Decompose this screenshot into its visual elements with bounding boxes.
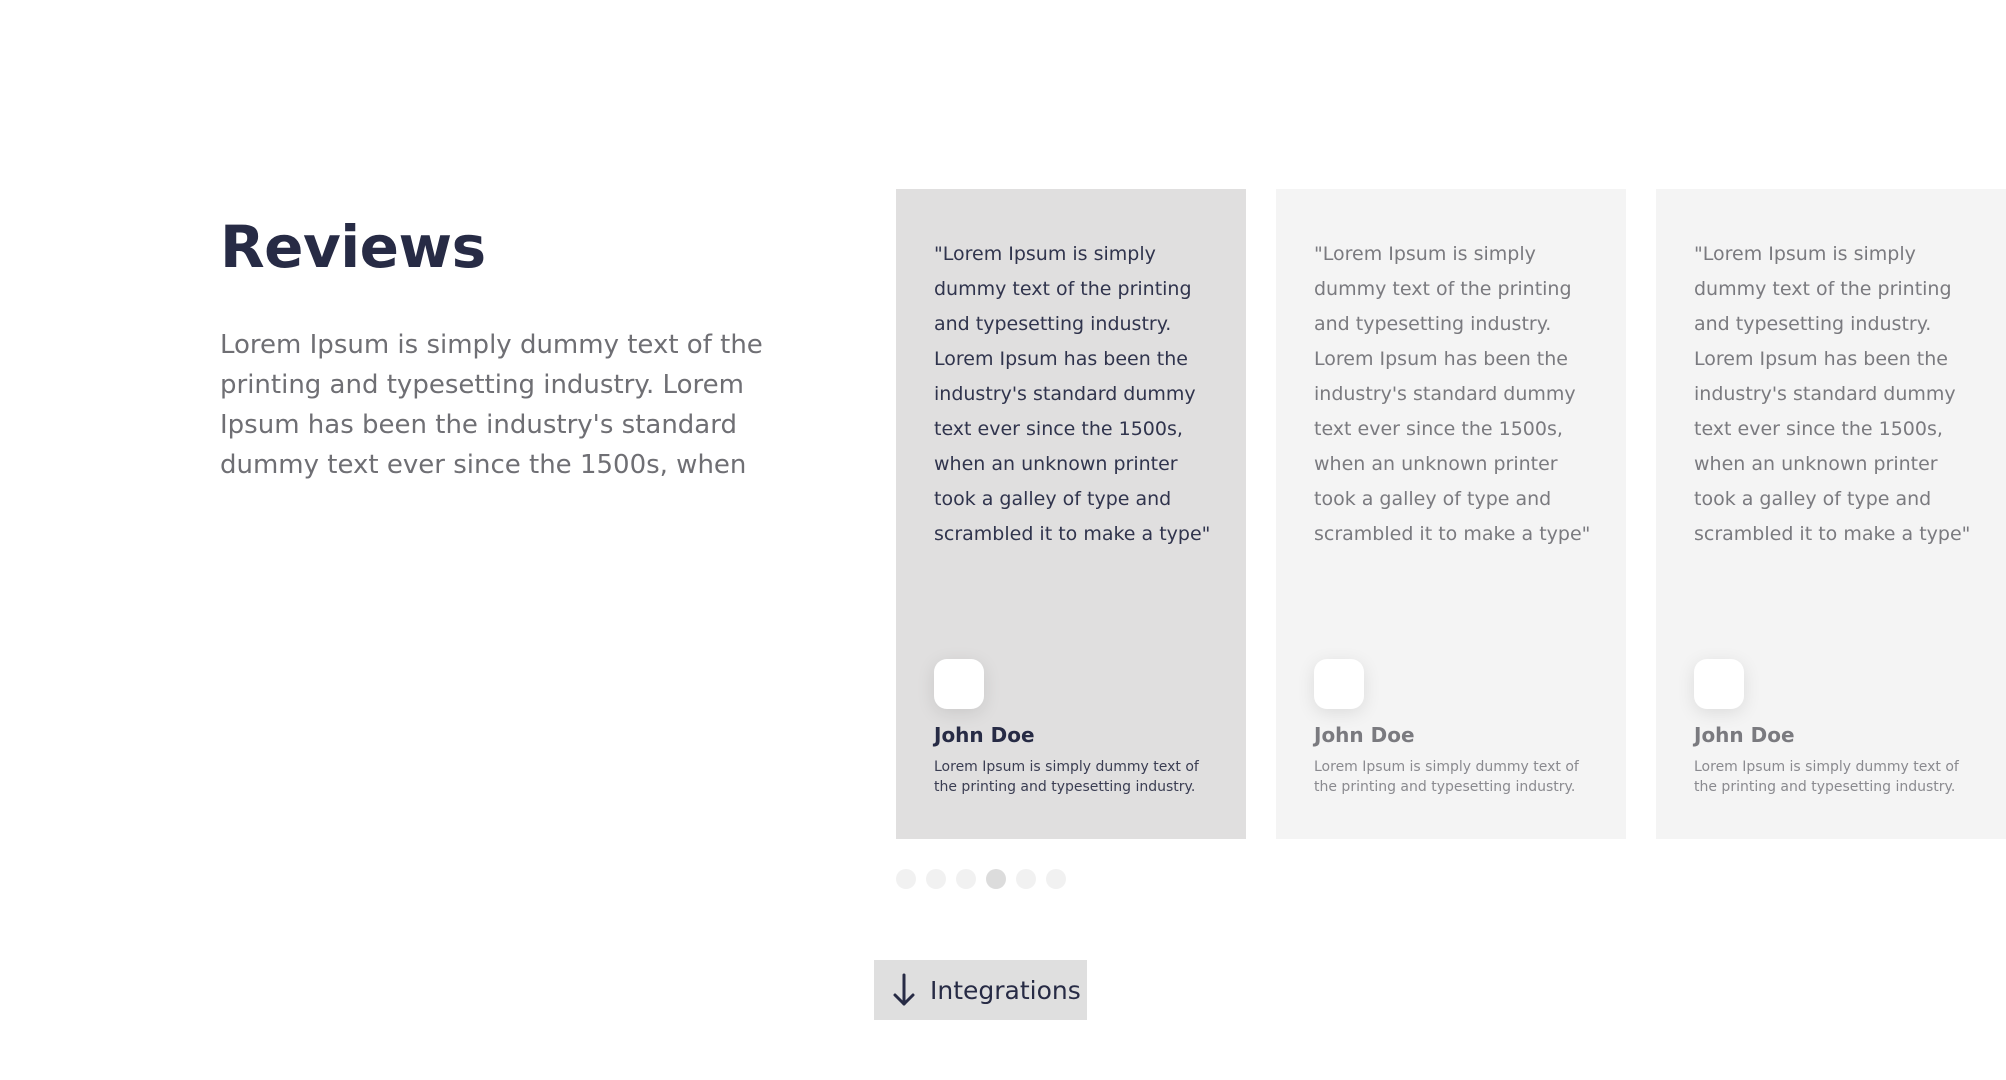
- carousel-track: [896, 189, 2006, 839]
- review-quote: "Lorem Ipsum is simply dummy text of the printing and typesetting industry. Lorem Ipsum has been the industry's standard dummy text ever since the 1500s, when an unknown printer took a galley of type and scrambled it to make a type": [1314, 243, 1591, 545]
- pagination-dot[interactable]: [986, 869, 1006, 889]
- review-quote: "Lorem Ipsum is simply dummy text of the printing and typesetting industry. Lorem Ipsum has been the industry's standard dummy text ever since the 1500s, when an unknown printer took a galley of type and scrambled it to make a type": [1694, 243, 1971, 545]
- pagination-dot[interactable]: [896, 869, 916, 889]
- reviewer-name: John Doe: [1694, 723, 1795, 747]
- avatar: [1314, 659, 1364, 709]
- arrow-down-icon: [890, 972, 918, 1008]
- pagination-dot[interactable]: [956, 869, 976, 889]
- pagination-dot[interactable]: [1046, 869, 1066, 889]
- review-card[interactable]: [1656, 189, 2006, 839]
- page-title: Reviews: [220, 213, 486, 281]
- reviewer-name: John Doe: [934, 723, 1035, 747]
- review-quote: "Lorem Ipsum is simply dummy text of the printing and typesetting industry. Lorem Ipsum has been the industry's standard dummy text ever since the 1500s, when an unknown printer took a galley of type and scrambled it to make a type": [934, 243, 1211, 545]
- avatar: [1694, 659, 1744, 709]
- integrations-button[interactable]: [874, 960, 1087, 1020]
- reviews-intro: [220, 210, 790, 485]
- review-card[interactable]: [1276, 189, 1626, 839]
- reviewer-bio: Lorem Ipsum is simply dummy text of the printing and typesetting industry.: [1694, 759, 1959, 795]
- integrations-label: Integrations: [930, 975, 1081, 1005]
- reviews-carousel[interactable]: [896, 189, 1971, 839]
- reviewer-name: John Doe: [1314, 723, 1415, 747]
- review-card[interactable]: [896, 189, 1246, 839]
- carousel-pagination: [896, 869, 1066, 889]
- reviewer-bio: Lorem Ipsum is simply dummy text of the printing and typesetting industry.: [1314, 759, 1579, 795]
- avatar: [934, 659, 984, 709]
- section-description: Lorem Ipsum is simply dummy text of the printing and typesetting industry. Lorem Ipsum has been the industry's standard dummy text ever since the 1500s, when: [220, 330, 763, 480]
- pagination-dot[interactable]: [926, 869, 946, 889]
- reviewer-bio: Lorem Ipsum is simply dummy text of the printing and typesetting industry.: [934, 759, 1199, 795]
- pagination-dot[interactable]: [1016, 869, 1036, 889]
